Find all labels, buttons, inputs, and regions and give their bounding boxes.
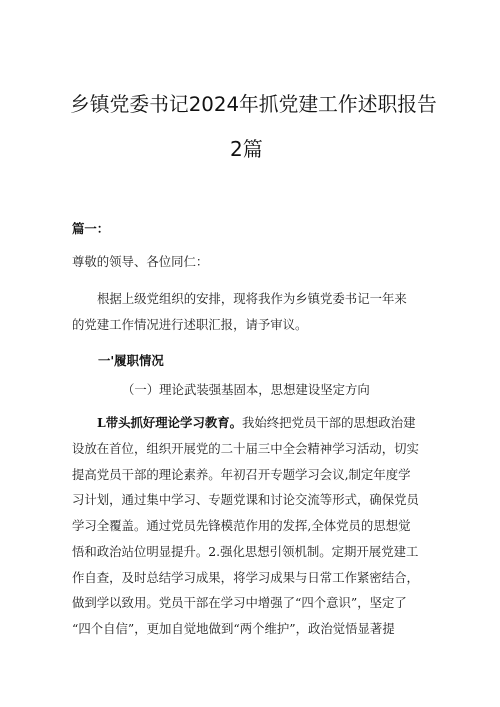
paragraph-2-line-7: 作自查，及时总结学习成果，将学习成果与日常工作紧密结合， <box>72 570 419 585</box>
greeting: 尊敬的领导、各位同仁： <box>72 254 209 269</box>
paragraph-2-line-8: 做到学以致用。党员干部在学习中增强了“四个意识”，坚定了 <box>72 595 407 610</box>
paragraph-2-lead: L带头抓好理论学习教育。 <box>97 415 243 430</box>
paragraph-1-line-2: 的党建工作情况进行述职汇报，请予审议。 <box>72 317 308 332</box>
paragraph-2-line-6: 悟和政治站位明显提升。2.强化思想引领机制。定期开展党建工 <box>72 544 419 559</box>
section-label: 篇一： <box>72 221 110 236</box>
paragraph-2-first-rest: 我始终把党员干部的思想政治建 <box>242 415 416 430</box>
paragraph-2-line-5: 学习全覆盖。通过党员先锋模范作用的发挥,全体党员的思想觉 <box>72 518 411 533</box>
paragraph-2-line-1 <box>97 413 415 431</box>
paragraph-2-line-2: 设放在首位，组织开展党的二十届三中全会精神学习活动，切实 <box>72 441 419 456</box>
paragraph-2-line-3: 提高党员干部的理论素养。年初召开专题学习会议,制定年度学 <box>72 467 411 482</box>
subheading-1: （一）理论武装强基固本，思想建设坚定方向 <box>122 382 370 397</box>
heading-1: 一'履职情况 <box>98 353 164 368</box>
paragraph-2-line-4: 习计划，通过集中学习、专题党课和讨论交流等形式，确保党员 <box>72 492 419 507</box>
paragraph-1-line-1: 根据上级党组织的安排，现将我作为乡镇党委书记一年来 <box>97 291 407 306</box>
document-title-line-2: 2篇 <box>230 137 263 161</box>
paragraph-2-line-9: “四个自信”，更加自觉地做到“两个维护”，政治觉悟显著提 <box>72 621 395 636</box>
document-title-line-1: 乡镇党委书记2024年抓党建工作述职报告 <box>70 93 437 116</box>
